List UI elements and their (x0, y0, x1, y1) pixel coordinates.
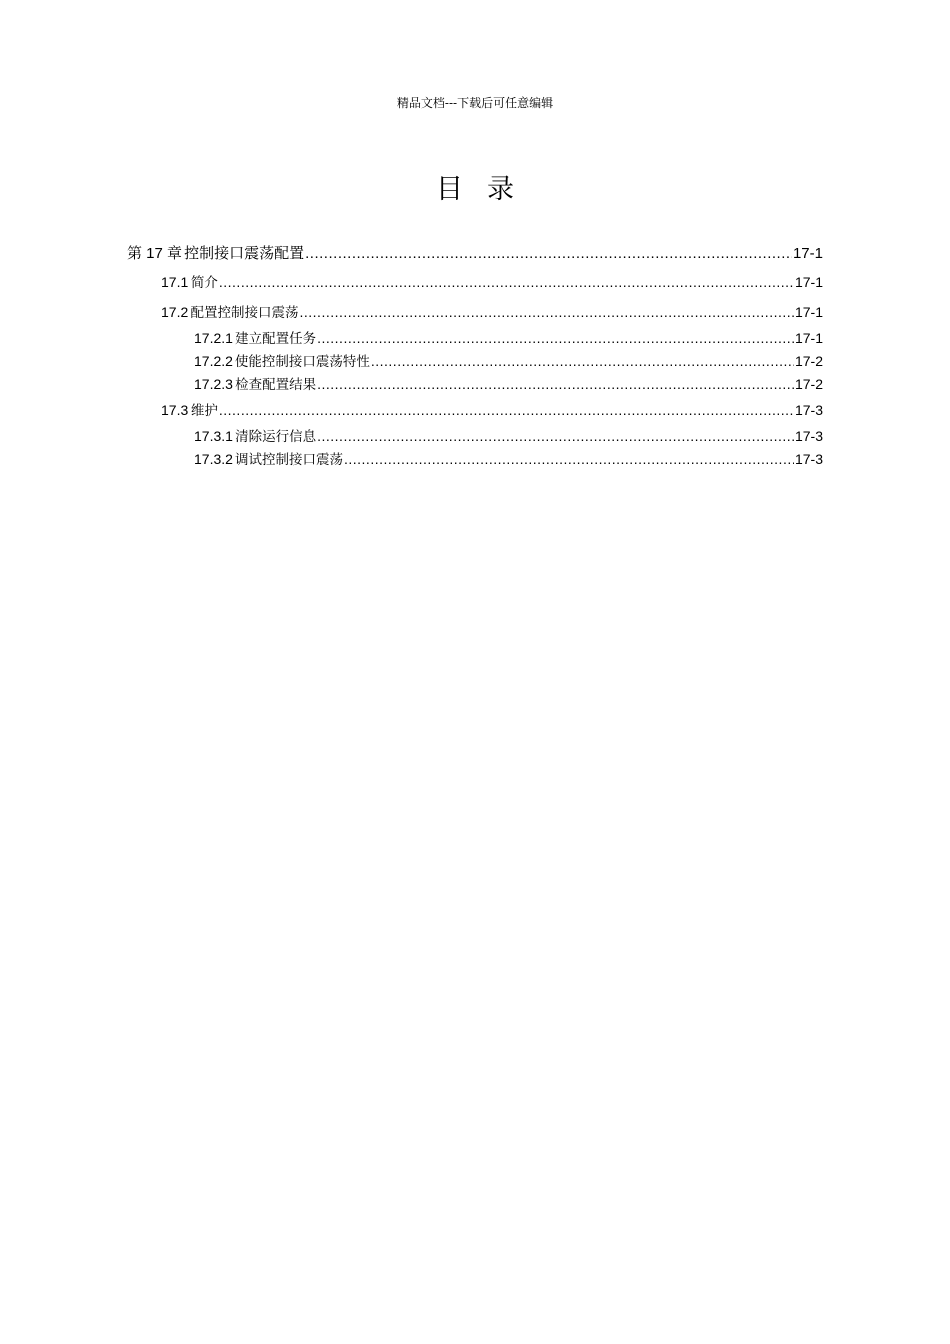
toc-entry-number: 17.2.3 (194, 376, 233, 392)
toc-entry-17-3-2[interactable] (194, 450, 823, 469)
toc-leader-dots (317, 427, 794, 445)
toc-entry-page: 17-2 (794, 353, 823, 369)
toc-entry-page: 17-3 (794, 402, 823, 418)
toc-entry-title: 建立配置任务 (235, 331, 317, 347)
toc-entry-page: 17-2 (794, 376, 823, 392)
toc-entry-page: 17-1 (794, 330, 823, 346)
toc-entry-number: 17.3.2 (194, 451, 233, 467)
toc-entry-page: 17-3 (794, 451, 823, 467)
toc-entry-page: 17-1 (794, 274, 823, 290)
toc-entry-number: 17.3 (161, 402, 189, 418)
toc-entry-title: 使能控制接口震荡特性 (234, 354, 370, 370)
toc-leader-dots (344, 450, 794, 468)
toc-entry-17-2-3[interactable] (194, 375, 823, 394)
toc-chapter-number: 第 17 章 (127, 245, 183, 262)
toc-entry-page: 17-1 (794, 304, 823, 320)
toc-entry-page: 17-3 (794, 428, 823, 444)
toc-entry-17-2[interactable] (161, 303, 823, 322)
toc-entry-title: 清除运行信息 (235, 429, 317, 445)
toc-entry-title: 配置控制接口震荡 (190, 305, 299, 321)
toc-leader-dots (219, 273, 794, 291)
toc-chapter-title: 控制接口震荡配置 (184, 244, 305, 262)
toc-entry-title: 简介 (190, 275, 218, 291)
toc-entry-17-3-1[interactable] (194, 427, 823, 446)
toc-entry-number: 17.3.1 (194, 428, 233, 444)
toc-entry-title: 调试控制接口震荡 (234, 452, 343, 468)
toc-leader-dots (300, 303, 794, 321)
toc-entry-17-2-2[interactable] (194, 352, 823, 371)
toc-entry-number: 17.2 (161, 304, 189, 320)
toc-leader-dots (371, 352, 794, 370)
toc-entry-number: 17.2.1 (194, 330, 233, 346)
toc-leader-dots (317, 375, 794, 393)
toc-entry-17-2-1[interactable] (194, 329, 823, 348)
toc-entry-17-1[interactable] (161, 273, 823, 292)
toc-chapter-page: 17-1 (792, 245, 823, 262)
toc-title: 目录 (436, 174, 538, 205)
toc-entry-number: 17.1 (161, 274, 189, 290)
toc-leader-dots (305, 245, 792, 263)
toc-entry-number: 17.2.2 (194, 353, 233, 369)
toc-leader-dots (317, 329, 794, 347)
toc-entry-title: 检查配置结果 (235, 377, 317, 393)
toc-entry-title: 维护 (190, 403, 218, 419)
toc-leader-dots (219, 401, 794, 419)
header-note: 精品文档---下载后可任意编辑 (396, 96, 554, 110)
toc-chapter-17[interactable] (127, 244, 823, 263)
toc-entry-17-3[interactable] (161, 401, 823, 420)
